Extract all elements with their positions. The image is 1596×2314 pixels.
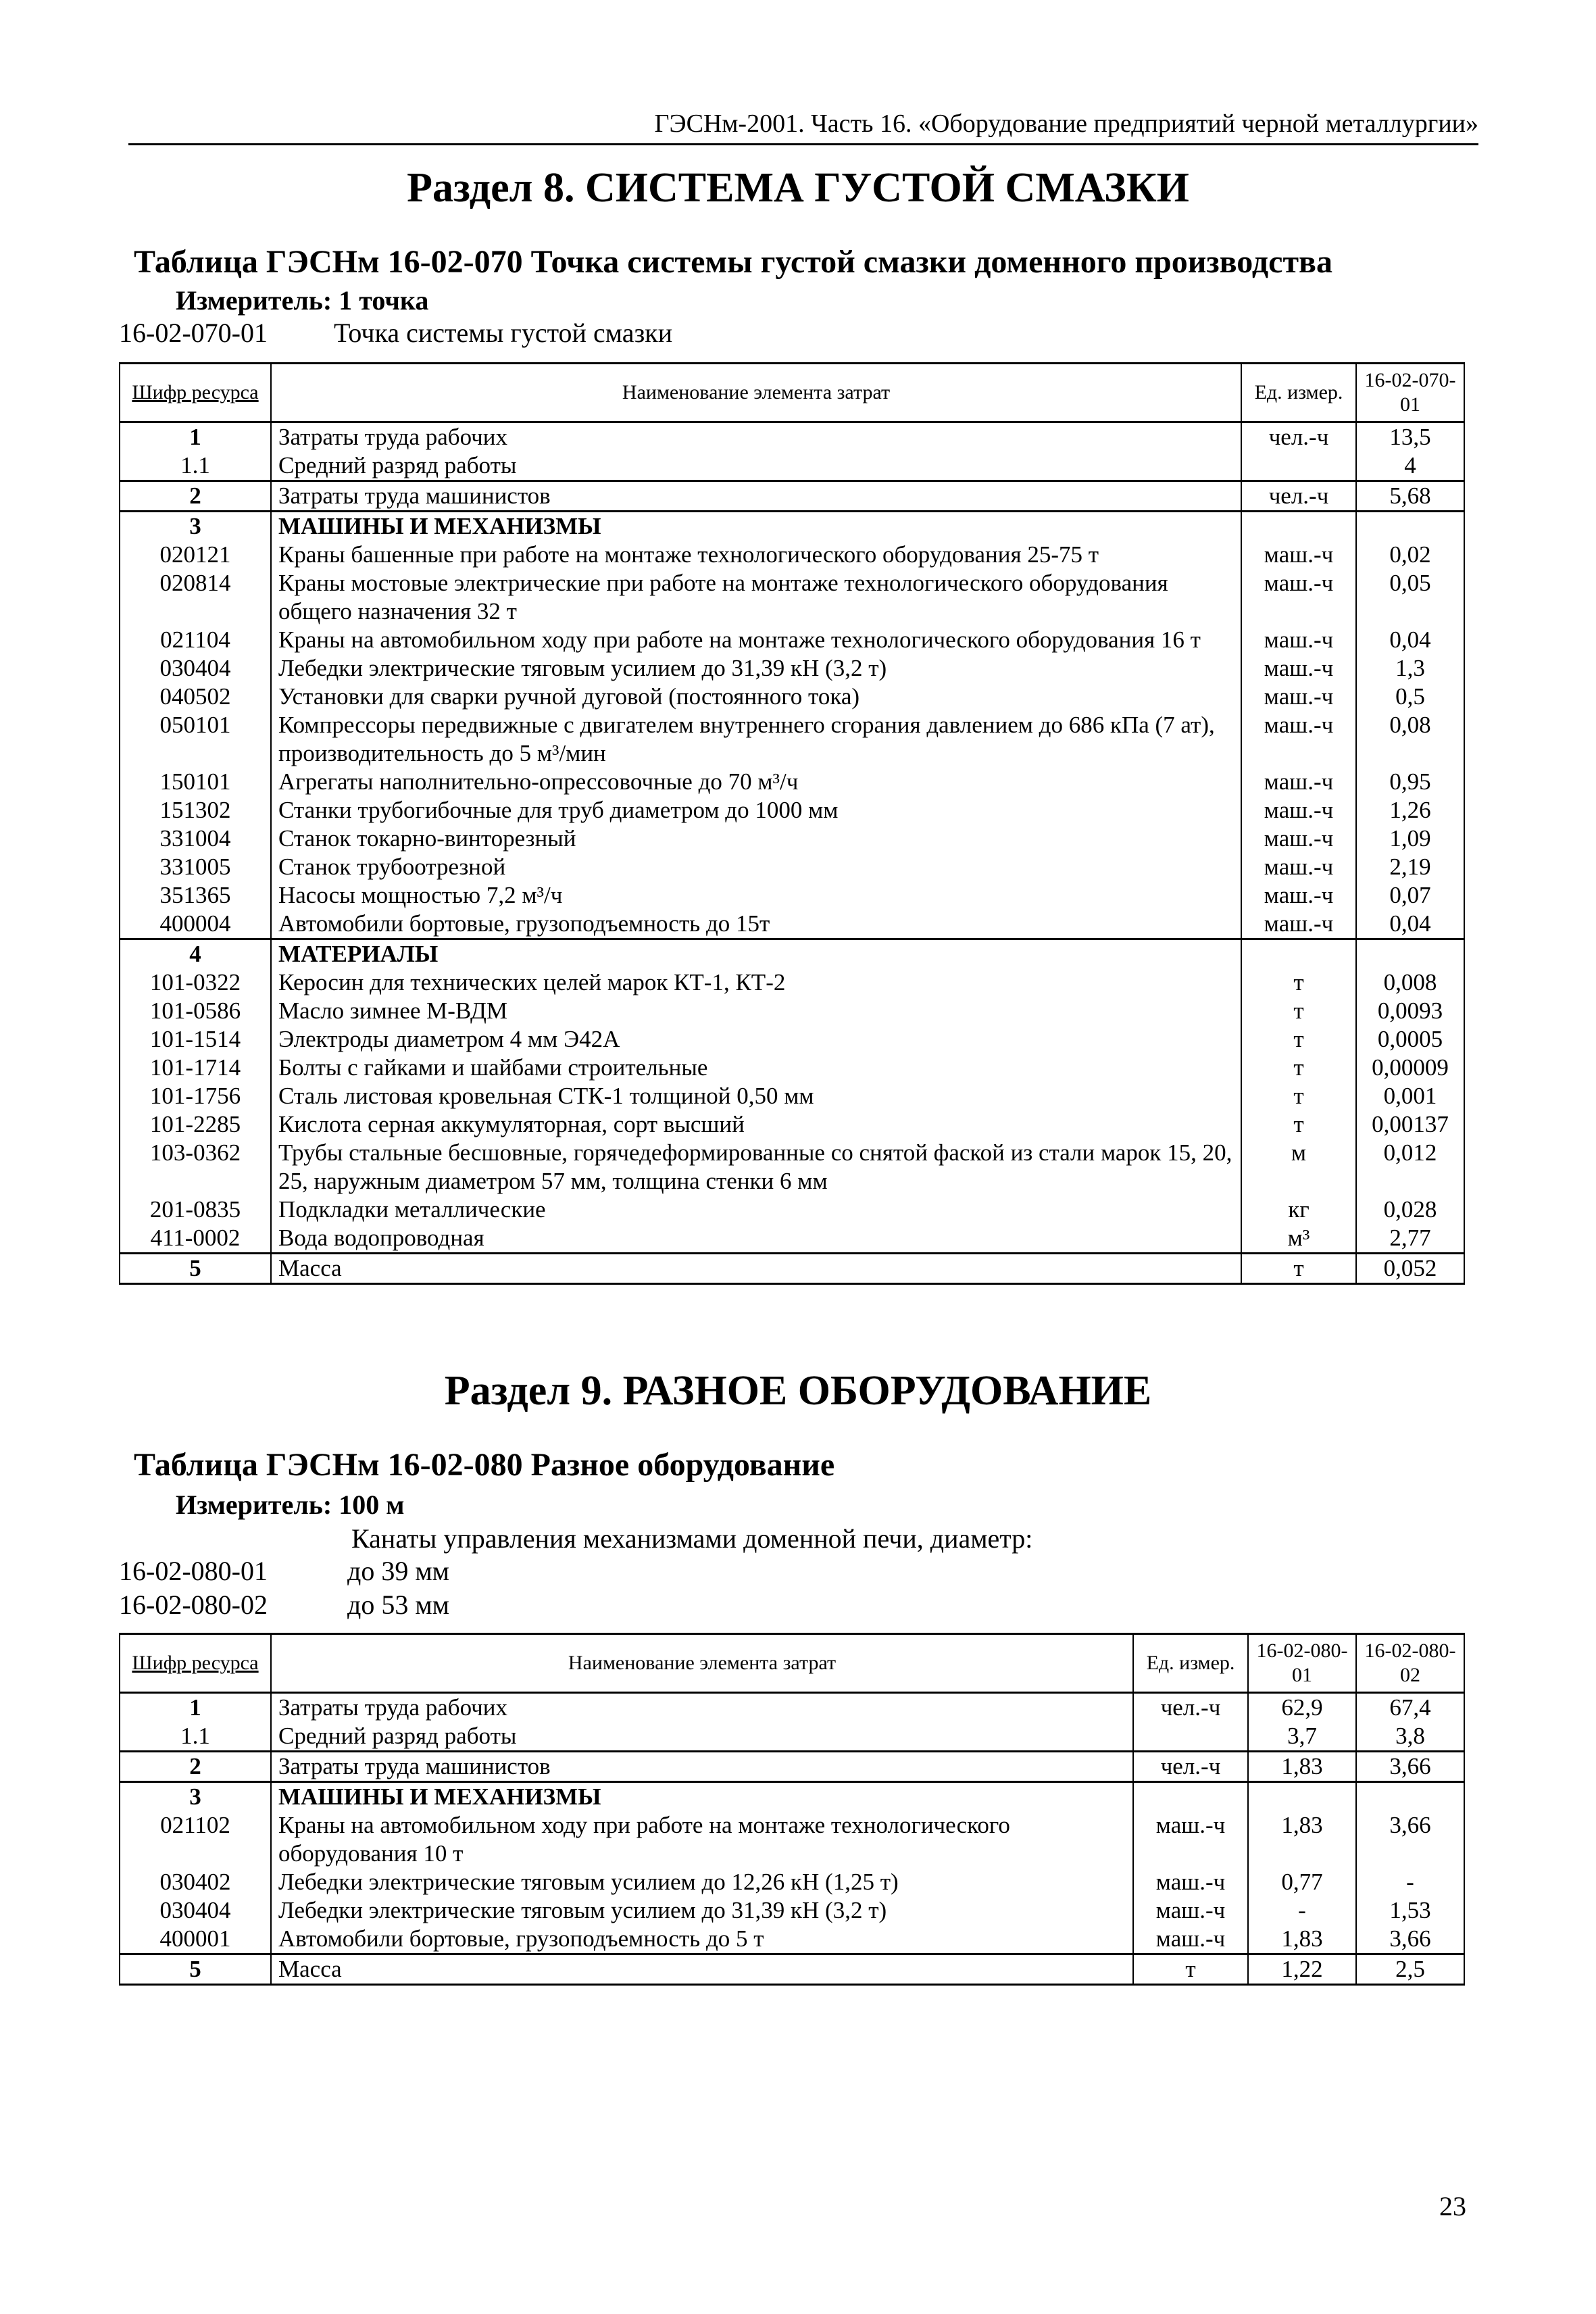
cell-code: 331004 (120, 824, 271, 853)
cell-name: Масса (271, 1254, 1241, 1284)
cell-code: 151302 (120, 796, 271, 824)
cell-v1: 0,00137 (1356, 1110, 1464, 1139)
cell-unit: кг (1241, 1196, 1356, 1224)
table-row (120, 683, 1464, 711)
variant-name: Точка системы густой смазки (334, 318, 673, 348)
cell-name: Станки трубогибочные для труб диаметром до 1000 мм (271, 796, 1241, 824)
col-header-unit: Ед. измер. (1241, 364, 1356, 422)
cell-v1: 0,02 (1356, 541, 1464, 569)
table-row (120, 968, 1464, 997)
cell-name: Краны башенные при работе на монтаже технологического оборудования 25-75 т (271, 541, 1241, 569)
table-row (120, 541, 1464, 569)
cell-code: 400001 (120, 1925, 271, 1954)
table-row (120, 1224, 1464, 1254)
cell-v1: 1,83 (1248, 1811, 1356, 1868)
cell-v2: 1,53 (1356, 1896, 1464, 1925)
variant-code: 16-02-080-02 (119, 1590, 268, 1620)
cell-name: Краны на автомобильном ходу при работе на монтаже технологического оборудования 16 т (271, 626, 1241, 654)
cell-v1: 0,95 (1356, 768, 1464, 796)
cell-v1: 0,052 (1356, 1254, 1464, 1284)
cell-v1 (1356, 939, 1464, 969)
cell-name: Трубы стальные бесшовные, горячедеформированные со снятой фаской из стали марок 15, 20, 25, наружным диаметром 57 мм, толщина стенки 6 мм (271, 1139, 1241, 1196)
cell-v1: 0,77 (1248, 1868, 1356, 1896)
cell-unit: маш.-ч (1133, 1896, 1248, 1925)
table-row (120, 1196, 1464, 1224)
cell-unit: маш.-ч (1133, 1868, 1248, 1896)
cell-code: 101-1756 (120, 1082, 271, 1110)
cell-unit (1241, 512, 1356, 541)
variant-code: 16-02-080-01 (119, 1556, 268, 1586)
cell-unit (1241, 939, 1356, 969)
cell-code: 020814 (120, 569, 271, 626)
table-16-02-080-title: Таблица ГЭСНм 16-02-080 Разное оборудование (134, 1447, 835, 1483)
cell-v1: 0,05 (1356, 569, 1464, 626)
cell-v1: 0,5 (1356, 683, 1464, 711)
col-header-value-1: 16-02-070-01 (1356, 364, 1464, 422)
table-16-02-070-variant (119, 316, 672, 350)
running-header: ГЭСНм-2001. Часть 16. «Оборудование предприятий черной металлургии» (128, 107, 1478, 145)
table-16-02-070-title: Таблица ГЭСНм 16-02-070 Точка системы густой смазки доменного производства (134, 244, 1332, 280)
table-row (120, 1082, 1464, 1110)
table-row (120, 1025, 1464, 1054)
cell-v1 (1356, 512, 1464, 541)
cell-name: Масло зимнее М-ВДМ (271, 997, 1241, 1025)
cell-unit (1133, 1782, 1248, 1812)
cell-name: Болты с гайками и шайбами строительные (271, 1054, 1241, 1082)
col-header-name: Наименование элемента затрат (271, 1634, 1133, 1693)
cell-code: 101-0586 (120, 997, 271, 1025)
cell-unit: маш.-ч (1241, 881, 1356, 910)
table-row (120, 910, 1464, 939)
cell-v1: 3,7 (1248, 1722, 1356, 1752)
cell-name: Средний разряд работы (271, 1722, 1133, 1752)
col-header-code-text: Шифр ресурса (132, 1652, 259, 1674)
cell-code: 101-1514 (120, 1025, 271, 1054)
cell-v2: - (1356, 1868, 1464, 1896)
cell-name: Затраты труда машинистов (271, 481, 1241, 512)
cell-name: Агрегаты наполнительно-опрессовочные до 70 м³/ч (271, 768, 1241, 796)
cell-code: 101-1714 (120, 1054, 271, 1082)
cell-name: МАТЕРИАЛЫ (271, 939, 1241, 969)
table-row (120, 1139, 1464, 1196)
cell-code: 050101 (120, 711, 271, 768)
cell-unit: чел.-ч (1133, 1693, 1248, 1723)
cell-unit: маш.-ч (1241, 569, 1356, 626)
cell-unit: маш.-ч (1241, 654, 1356, 683)
cell-unit: маш.-ч (1241, 853, 1356, 881)
cell-unit: т (1133, 1954, 1248, 1985)
cell-code: 101-2285 (120, 1110, 271, 1139)
table-row (120, 1782, 1464, 1812)
cell-name: Затраты труда рабочих (271, 1693, 1133, 1723)
table-row (120, 422, 1464, 452)
cell-v2: 3,66 (1356, 1752, 1464, 1782)
cell-name: Краны мостовые электрические при работе на монтаже технологического оборудования общего назначения 32 т (271, 569, 1241, 626)
cell-v1: 0,001 (1356, 1082, 1464, 1110)
col-header-code-text: Шифр ресурса (132, 381, 259, 403)
cell-unit (1133, 1722, 1248, 1752)
table-row (120, 569, 1464, 626)
section-8-title: Раздел 8. СИСТЕМА ГУСТОЙ СМАЗКИ (407, 165, 1189, 211)
table-16-02-070 (119, 362, 1465, 1285)
cell-code: 5 (120, 1254, 271, 1284)
table-row (120, 451, 1464, 481)
cell-unit: маш.-ч (1241, 711, 1356, 768)
cell-v2: 3,8 (1356, 1722, 1464, 1752)
cell-v1: 1,83 (1248, 1752, 1356, 1782)
cell-unit: маш.-ч (1241, 910, 1356, 939)
cell-code: 021102 (120, 1811, 271, 1868)
cell-code: 101-0322 (120, 968, 271, 997)
cell-name: МАШИНЫ И МЕХАНИЗМЫ (271, 1782, 1133, 1812)
table-row (120, 853, 1464, 881)
cell-unit: маш.-ч (1241, 626, 1356, 654)
cell-unit: м³ (1241, 1224, 1356, 1254)
cell-v1: 1,22 (1248, 1954, 1356, 1985)
cell-v1: 0,07 (1356, 881, 1464, 910)
table-row (120, 1868, 1464, 1896)
cell-v1: 0,00009 (1356, 1054, 1464, 1082)
cell-unit: маш.-ч (1241, 768, 1356, 796)
table-row (120, 512, 1464, 541)
cell-name: Лебедки электрические тяговым усилием до 12,26 кН (1,25 т) (271, 1868, 1133, 1896)
cell-unit: чел.-ч (1133, 1752, 1248, 1782)
cell-unit: т (1241, 1254, 1356, 1284)
cell-unit (1241, 451, 1356, 481)
cell-unit: маш.-ч (1241, 796, 1356, 824)
cell-name: Масса (271, 1954, 1133, 1985)
cell-v1: 0,008 (1356, 968, 1464, 997)
cell-name: Керосин для технических целей марок КТ-1, КТ-2 (271, 968, 1241, 997)
cell-code: 150101 (120, 768, 271, 796)
cell-name: Краны на автомобильном ходу при работе на монтаже технологического оборудования 10 т (271, 1811, 1133, 1868)
cell-unit: т (1241, 1054, 1356, 1082)
cell-code: 2 (120, 481, 271, 512)
cell-code: 1 (120, 422, 271, 452)
table-16-02-080-meter: Измеритель: 100 м (176, 1490, 405, 1520)
variants-heading: Канаты управления механизмами доменной печи, диаметр: (351, 1523, 1033, 1554)
cell-name: Электроды диаметром 4 мм Э42А (271, 1025, 1241, 1054)
table-row (120, 881, 1464, 910)
cell-v2: 3,66 (1356, 1811, 1464, 1868)
cell-v1: 0,028 (1356, 1196, 1464, 1224)
cell-v2: 3,66 (1356, 1925, 1464, 1954)
table-row (120, 1054, 1464, 1082)
cell-v1: 1,09 (1356, 824, 1464, 853)
cell-code: 030404 (120, 1896, 271, 1925)
table-16-02-070-meter: Измеритель: 1 точка (176, 285, 429, 316)
cell-name: МАШИНЫ И МЕХАНИЗМЫ (271, 512, 1241, 541)
variant-name: до 39 мм (347, 1556, 449, 1586)
section-9-title: Раздел 9. РАЗНОЕ ОБОРУДОВАНИЕ (444, 1368, 1152, 1414)
table-header-row (120, 1634, 1464, 1693)
table-row (120, 654, 1464, 683)
table-row (120, 824, 1464, 853)
table-row (120, 1811, 1464, 1868)
table-row (120, 1693, 1464, 1723)
cell-code: 2 (120, 1752, 271, 1782)
table-row (120, 1954, 1464, 1985)
table-row (120, 1752, 1464, 1782)
col-header-name: Наименование элемента затрат (271, 364, 1241, 422)
cell-name: Установки для сварки ручной дуговой (постоянного тока) (271, 683, 1241, 711)
cell-unit: маш.-ч (1241, 683, 1356, 711)
cell-code: 030402 (120, 1868, 271, 1896)
cell-v1: 0,04 (1356, 910, 1464, 939)
cell-code: 021104 (120, 626, 271, 654)
cell-v1: 1,26 (1356, 796, 1464, 824)
cell-unit: маш.-ч (1241, 824, 1356, 853)
variant-name: до 53 мм (347, 1590, 449, 1620)
cell-name: Затраты труда машинистов (271, 1752, 1133, 1782)
col-header-unit: Ед. измер. (1133, 1634, 1248, 1693)
cell-name: Средний разряд работы (271, 451, 1241, 481)
cell-unit: т (1241, 997, 1356, 1025)
cell-v1: 0,08 (1356, 711, 1464, 768)
cell-code: 201-0835 (120, 1196, 271, 1224)
table-row (120, 997, 1464, 1025)
variant-16-02-080-01 (119, 1554, 449, 1588)
cell-name: Затраты труда рабочих (271, 422, 1241, 452)
col-header-code (120, 1634, 271, 1693)
cell-unit: маш.-ч (1133, 1925, 1248, 1954)
cell-name: Подкладки металлические (271, 1196, 1241, 1224)
cell-v2: 2,5 (1356, 1954, 1464, 1985)
col-header-value-2: 16-02-080-02 (1356, 1634, 1464, 1693)
cell-unit: чел.-ч (1241, 422, 1356, 452)
cell-code: 1 (120, 1693, 271, 1723)
cell-code: 5 (120, 1954, 271, 1985)
cell-code: 020121 (120, 541, 271, 569)
col-header-code (120, 364, 271, 422)
cell-v1: 2,19 (1356, 853, 1464, 881)
cell-unit: маш.-ч (1241, 541, 1356, 569)
cell-unit: т (1241, 1025, 1356, 1054)
table-row (120, 1896, 1464, 1925)
cell-code: 103-0362 (120, 1139, 271, 1196)
col-header-value-1: 16-02-080-01 (1248, 1634, 1356, 1693)
cell-name: Вода водопроводная (271, 1224, 1241, 1254)
cell-v1: 13,5 (1356, 422, 1464, 452)
cell-v2: 67,4 (1356, 1693, 1464, 1723)
cell-name: Автомобили бортовые, грузоподъемность до 15т (271, 910, 1241, 939)
cell-name: Лебедки электрические тяговым усилием до 31,39 кН (3,2 т) (271, 1896, 1133, 1925)
cell-unit: т (1241, 968, 1356, 997)
cell-name: Станок трубоотрезной (271, 853, 1241, 881)
table-row (120, 481, 1464, 512)
page-number: 23 (1439, 2191, 1466, 2221)
cell-v1: 4 (1356, 451, 1464, 481)
cell-code: 030404 (120, 654, 271, 683)
cell-name: Насосы мощностью 7,2 м³/ч (271, 881, 1241, 910)
cell-code: 1.1 (120, 451, 271, 481)
cell-unit: маш.-ч (1133, 1811, 1248, 1868)
table-row (120, 796, 1464, 824)
cell-code: 1.1 (120, 1722, 271, 1752)
table-row (120, 1254, 1464, 1284)
cell-code: 4 (120, 939, 271, 969)
table-header-row (120, 364, 1464, 422)
cell-v1: - (1248, 1896, 1356, 1925)
cell-v2 (1356, 1782, 1464, 1812)
cell-v1 (1248, 1782, 1356, 1812)
cell-v1: 0,012 (1356, 1139, 1464, 1196)
cell-code: 3 (120, 1782, 271, 1812)
cell-name: Станок токарно-винторезный (271, 824, 1241, 853)
table-row (120, 626, 1464, 654)
table-row (120, 768, 1464, 796)
cell-code: 400004 (120, 910, 271, 939)
cell-v1: 5,68 (1356, 481, 1464, 512)
cell-name: Лебедки электрические тяговым усилием до 31,39 кН (3,2 т) (271, 654, 1241, 683)
cell-v1: 0,04 (1356, 626, 1464, 654)
cell-unit: чел.-ч (1241, 481, 1356, 512)
cell-v1: 0,0093 (1356, 997, 1464, 1025)
table-row (120, 711, 1464, 768)
variant-16-02-080-02 (119, 1588, 449, 1622)
cell-v1: 2,77 (1356, 1224, 1464, 1254)
table-16-02-080 (119, 1633, 1465, 1986)
cell-v1: 0,0005 (1356, 1025, 1464, 1054)
cell-unit: м (1241, 1139, 1356, 1196)
cell-code: 351365 (120, 881, 271, 910)
cell-v1: 1,3 (1356, 654, 1464, 683)
cell-code: 040502 (120, 683, 271, 711)
cell-name: Автомобили бортовые, грузоподъемность до 5 т (271, 1925, 1133, 1954)
table-row (120, 1110, 1464, 1139)
cell-v1: 1,83 (1248, 1925, 1356, 1954)
cell-name: Компрессоры передвижные с двигателем внутреннего сгорания давлением до 686 кПа (7 ат), производительность до 5 м³/мин (271, 711, 1241, 768)
cell-unit: т (1241, 1082, 1356, 1110)
cell-unit: т (1241, 1110, 1356, 1139)
variant-code: 16-02-070-01 (119, 318, 268, 348)
table-row (120, 1722, 1464, 1752)
cell-code: 331005 (120, 853, 271, 881)
cell-v1: 62,9 (1248, 1693, 1356, 1723)
table-row (120, 939, 1464, 969)
table-row (120, 1925, 1464, 1954)
cell-name: Сталь листовая кровельная СТК-1 толщиной 0,50 мм (271, 1082, 1241, 1110)
cell-code: 3 (120, 512, 271, 541)
cell-code: 411-0002 (120, 1224, 271, 1254)
cell-name: Кислота серная аккумуляторная, сорт высший (271, 1110, 1241, 1139)
